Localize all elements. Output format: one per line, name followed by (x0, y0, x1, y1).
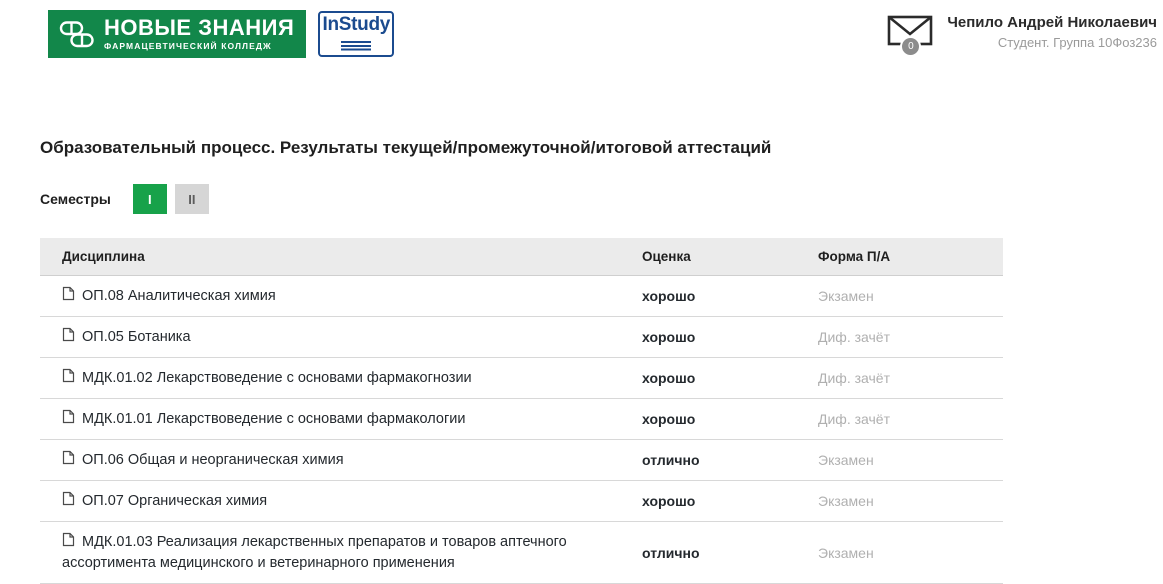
user-area (887, 12, 1157, 54)
cell-form: Экзамен (802, 276, 1003, 317)
cell-discipline (40, 399, 626, 440)
instudy-logo[interactable] (318, 11, 394, 57)
cell-discipline (40, 276, 626, 317)
discipline-name: ОП.07 Органическая химия (82, 493, 268, 510)
cell-form: Экзамен (802, 522, 1003, 584)
table-head (40, 238, 1003, 276)
page-header (0, 0, 1163, 70)
messages-badge: 0 (900, 36, 921, 57)
document-icon (62, 409, 75, 424)
cell-discipline (40, 358, 626, 399)
table-row[interactable] (40, 522, 1003, 584)
table-header-row (40, 238, 1003, 276)
table-row[interactable] (40, 317, 1003, 358)
logo-title: НОВЫЕ ЗНАНИЯ (104, 15, 295, 41)
table-body (40, 276, 1003, 584)
document-icon (62, 450, 75, 465)
cell-form: Экзамен (802, 481, 1003, 522)
book-icon (339, 38, 373, 56)
discipline-name: МДК.01.02 Лекарствоведение с основами фармакогнозии (82, 370, 472, 387)
cell-form: Экзамен (802, 440, 1003, 481)
semester-selector (40, 184, 1123, 214)
results-table (40, 238, 1003, 584)
table-row[interactable] (40, 399, 1003, 440)
user-name: Чепило Андрей Николаевич (947, 14, 1157, 31)
column-header-form[interactable]: Форма П/А (802, 238, 1003, 276)
logo-subtitle: ФАРМАЦЕВТИЧЕСКИЙ КОЛЛЕДЖ (104, 41, 272, 52)
cell-mark: хорошо (626, 399, 802, 440)
discipline-name: МДК.01.01 Лекарствоведение с основами фармакологии (82, 411, 466, 428)
cell-form: Диф. зачёт (802, 317, 1003, 358)
semester-tab-2[interactable]: II (175, 184, 209, 214)
discipline-name: ОП.06 Общая и неорганическая химия (82, 452, 344, 469)
cell-mark: хорошо (626, 481, 802, 522)
semester-label: Семестры (40, 191, 111, 207)
pills-icon (58, 15, 96, 53)
main-content (0, 138, 1163, 584)
cell-form: Диф. зачёт (802, 358, 1003, 399)
semester-tab-1[interactable]: I (133, 184, 167, 214)
document-icon (62, 368, 75, 383)
user-info[interactable] (947, 12, 1157, 50)
cell-discipline (40, 440, 626, 481)
user-role: Студент. Группа 10Фоз236 (997, 35, 1157, 50)
document-icon (62, 286, 75, 301)
discipline-name: МДК.01.03 Реализация лекарственных препаратов и товаров аптечного ассортимента медицинского и ветеринарного применения (62, 534, 567, 572)
table-row[interactable] (40, 276, 1003, 317)
cell-mark: хорошо (626, 317, 802, 358)
cell-mark: хорошо (626, 358, 802, 399)
cell-mark: хорошо (626, 276, 802, 317)
cell-discipline (40, 522, 626, 584)
page-title: Образовательный процесс. Результаты текущей/промежуточной/итоговой аттестаций (40, 138, 772, 157)
document-icon (62, 327, 75, 342)
cell-discipline (40, 481, 626, 522)
instudy-label: InStudy (322, 13, 391, 35)
cell-mark: отлично (626, 522, 802, 584)
discipline-name: ОП.05 Ботаника (82, 329, 191, 346)
document-icon (62, 491, 75, 506)
site-logo[interactable] (48, 10, 394, 58)
college-logo[interactable] (48, 10, 306, 58)
cell-form: Диф. зачёт (802, 399, 1003, 440)
column-header-mark[interactable]: Оценка (626, 238, 802, 276)
table-row[interactable] (40, 358, 1003, 399)
document-icon (62, 532, 75, 547)
discipline-name: ОП.08 Аналитическая химия (82, 288, 276, 304)
cell-discipline (40, 317, 626, 358)
column-header-discipline[interactable]: Дисциплина (40, 238, 626, 276)
table-row[interactable] (40, 481, 1003, 522)
messages-button[interactable] (887, 14, 933, 54)
table-row[interactable] (40, 440, 1003, 481)
cell-mark: отлично (626, 440, 802, 481)
